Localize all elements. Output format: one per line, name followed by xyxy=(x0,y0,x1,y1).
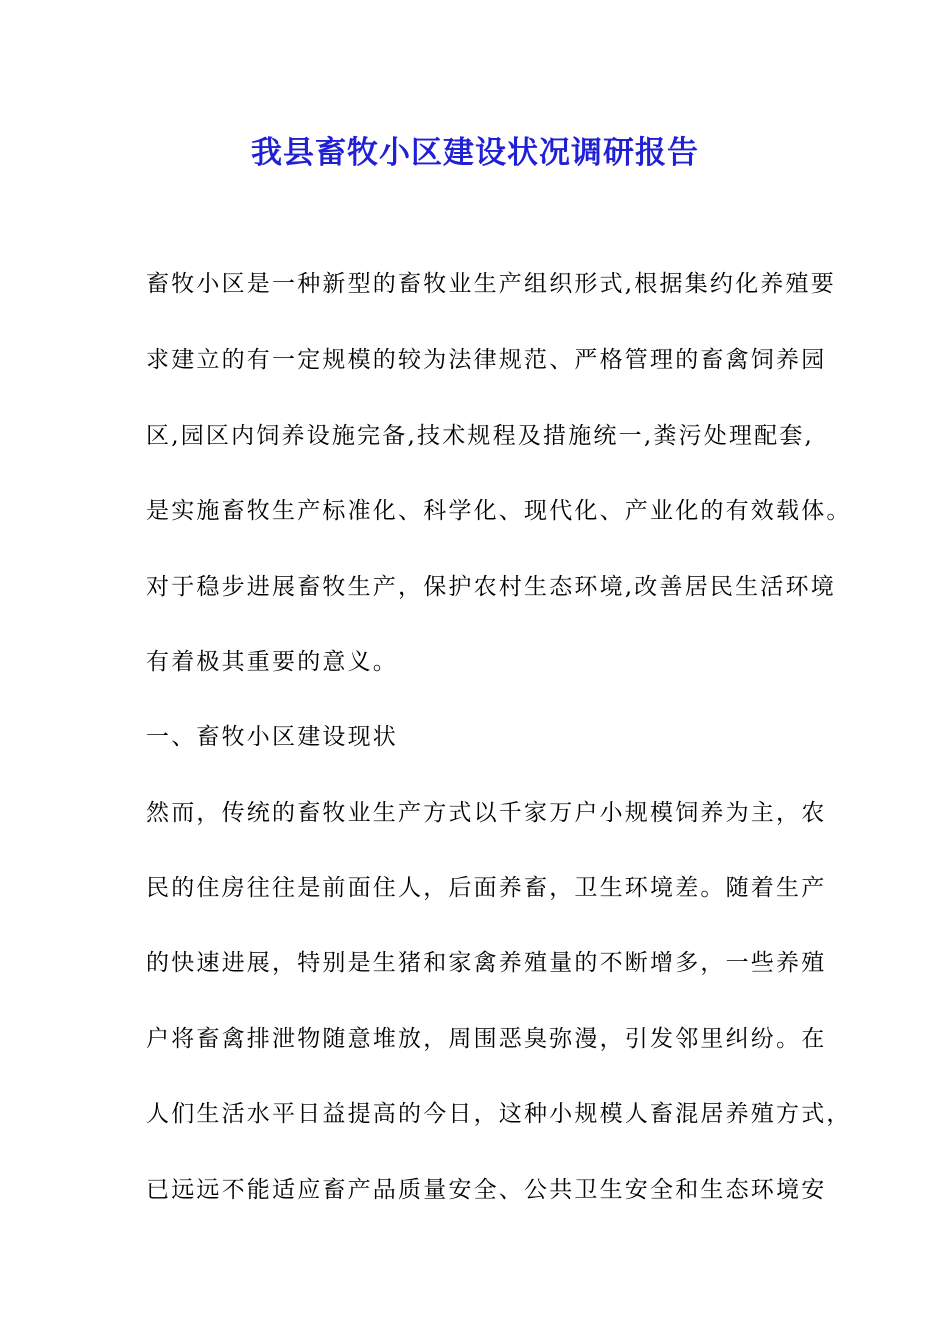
paragraph-line: 的快速进展，特别是生猪和家禽养殖量的不断增多，一些养殖 xyxy=(146,950,827,976)
paragraph-line: 对于稳步进展畜牧生产，保护农村生态环境,改善居民生活环境 xyxy=(146,574,836,600)
paragraph-line: 区,园区内饲养设施完备,技术规程及措施统一,粪污处理配套, xyxy=(146,423,815,449)
document-title: 我县畜牧小区建设状况调研报告 xyxy=(251,135,699,171)
paragraph-line: 人们生活水平日益提高的今日，这种小规模人畜混居养殖方式， xyxy=(146,1101,852,1127)
paragraph-line: 畜牧小区是一种新型的畜牧业生产组织形式,根据集约化养殖要 xyxy=(146,271,836,297)
paragraph-line: 求建立的有一定规模的较为法律规范、严格管理的畜禽饲养园 xyxy=(146,347,827,373)
paragraph-line: 然而，传统的畜牧业生产方式以千家万户小规模饲养为主，农 xyxy=(146,800,827,826)
paragraph-line: 民的住房往往是前面住人，后面养畜，卫生环境差。随着生产 xyxy=(146,875,827,901)
paragraph-line: 是实施畜牧生产标准化、科学化、现代化、产业化的有效载体。 xyxy=(146,498,852,524)
paragraph-line: 有着极其重要的意义。 xyxy=(146,649,398,675)
paragraph-line: 户将畜禽排泄物随意堆放，周围恶臭弥漫，引发邻里纠纷。在 xyxy=(146,1026,827,1052)
section-heading: 一、畜牧小区建设现状 xyxy=(146,724,398,750)
paragraph-line: 已远远不能适应畜产品质量安全、公共卫生安全和生态环境安 xyxy=(146,1177,827,1203)
